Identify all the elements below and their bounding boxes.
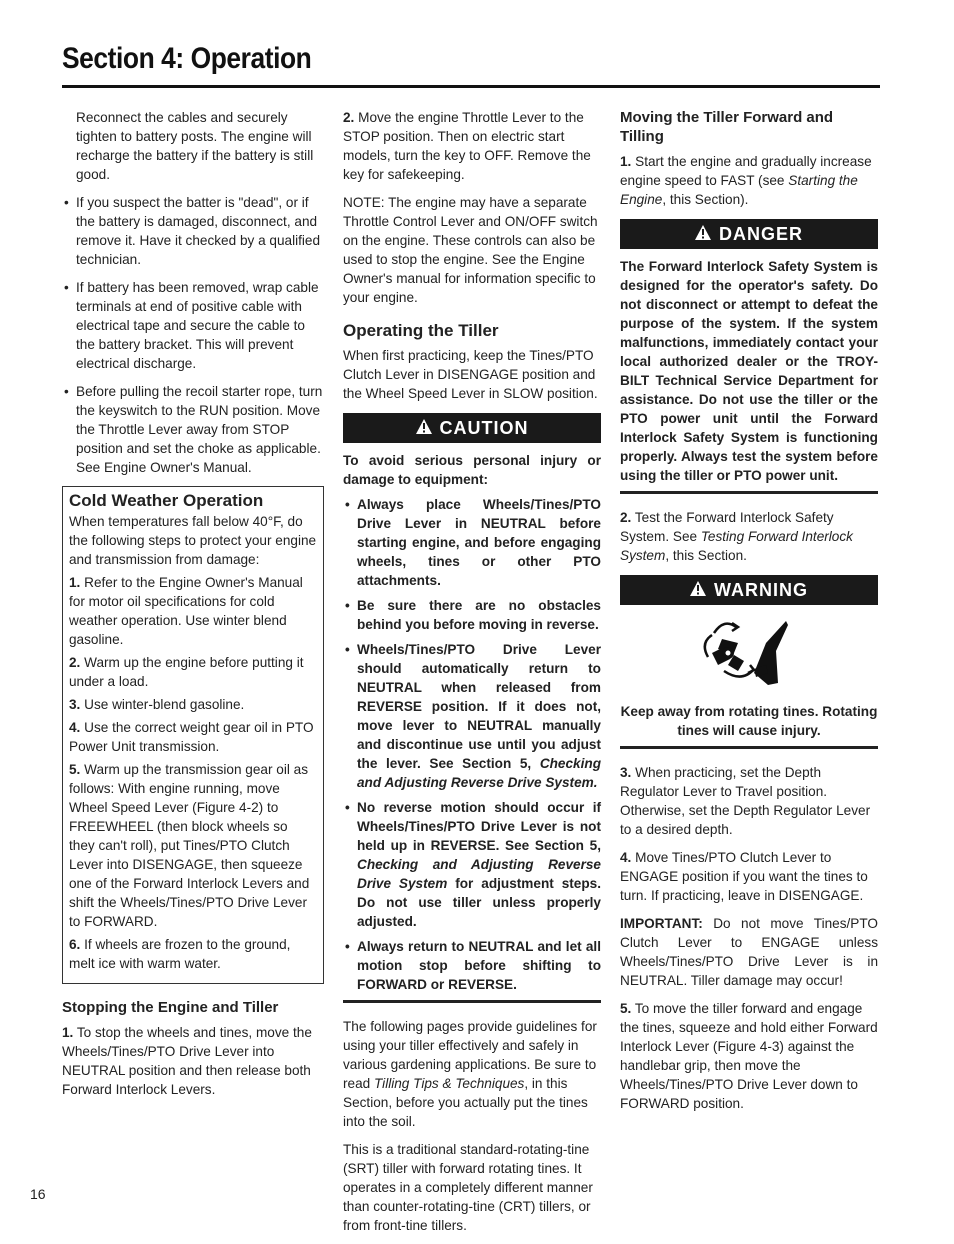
caution-label: CAUTION [439, 418, 529, 438]
step-number: 5. [620, 1001, 632, 1016]
step-text: If wheels are frozen to the ground, melt ice with warm water. [69, 937, 291, 971]
operating-text: When first practicing, keep the Tines/PTO Clutch Lever in DISENGAGE position and the Wheel Speed Lever in SLOW position. [343, 348, 598, 401]
moving-step [620, 999, 878, 1113]
cold-weather-box [62, 486, 324, 984]
step-text: Use the correct weight gear oil in PTO Power Unit transmission. [69, 720, 314, 754]
guidelines-text: The following pages provide guidelines for using your tiller effectively and safely in various gardening applications. Be sure to read [343, 1019, 597, 1091]
warning-triangle-icon [416, 413, 432, 443]
important-label: IMPORTANT: [620, 916, 703, 931]
cold-weather-title: Cold Weather Operation [69, 491, 264, 510]
caution-bullet: • Always return to NEUTRAL and let all motion stop before shifting to FORWARD or REVERSE. [343, 937, 601, 994]
moving-step [620, 152, 878, 209]
caution-banner [343, 413, 601, 443]
tilling-tips-reference: Tilling Tips & Techniques [373, 1076, 525, 1091]
moving-step [620, 508, 878, 565]
srt-paragraph: This is a traditional standard-rotating-tine (SRT) tiller with forward rotating tines. It operates in a completely different manner than counter-rotating-tine (CRT) tillers, or from front-tine tillers. [343, 1142, 593, 1233]
caution-bullet: • Always place Wheels/Tines/PTO Drive Lever in NEUTRAL before starting engine, and before engaging wheels, tines or other PTO attachments. [343, 495, 601, 590]
warning-triangle-icon [690, 575, 706, 605]
caution-bottom-rule [343, 1000, 601, 1003]
caution-notice [343, 451, 601, 994]
moving-step [620, 848, 878, 905]
step-number: 1. [620, 154, 632, 169]
step-number: 1. [62, 1025, 74, 1040]
important-note [620, 914, 878, 990]
cold-step [69, 573, 317, 649]
column-1 [62, 108, 324, 1108]
starting-engine-reference: Starting the Engine [620, 173, 858, 207]
step-text: Use winter-blend gasoline. [84, 697, 245, 712]
warning-label: WARNING [714, 580, 808, 600]
interlock-test-reference: Testing Forward Interlock System [620, 529, 853, 563]
warning-bottom-rule [620, 746, 878, 749]
caution-bullet [343, 798, 601, 931]
stopping-heading: Stopping the Engine and Tiller [62, 999, 279, 1016]
caution-bullet [343, 640, 601, 792]
step-text: , this Section. [665, 548, 747, 563]
battery-intro: Reconnect the cables and securely tighten to battery posts. The engine will recharge the battery if the battery is still good. [76, 110, 314, 182]
step-number: 4. [620, 850, 632, 865]
warning-text: Keep away from rotating tines. Rotating tines will cause injury. [620, 704, 878, 738]
step-number: 3. [620, 765, 632, 780]
stopping-step [62, 1023, 324, 1099]
step-number: 2. [620, 510, 632, 525]
danger-banner [620, 219, 878, 249]
cold-weather-intro: When temperatures fall below 40°F, do the following steps to protect your engine and transmission from damage: [69, 514, 317, 567]
danger-label: DANGER [718, 224, 803, 244]
bullet-item: • If battery has been removed, wrap cable terminals at end of positive cable with electrical tape and secure the cable to the battery bracket. This will prevent electrical discharge. [62, 278, 324, 373]
cold-step [69, 718, 317, 756]
cold-step [69, 760, 317, 931]
danger-bottom-rule [620, 491, 878, 494]
caution-intro: To avoid serious personal injury or damage to equipment: [343, 453, 601, 487]
caution-text: No reverse motion should occur if Wheels/Tines/PTO Drive Lever is not held up in REVERSE. See Section 5, [357, 800, 601, 853]
column-3 [620, 108, 878, 1122]
warning-banner [620, 575, 878, 605]
step-text: Warm up the transmission gear oil as follows: With engine running, move Wheel Speed Lever (Figure 4-2) to FREEWHEEL (then block wheels so they can't roll), put Tines/PTO Clutch Lever into DISENGAGE, then squeeze one of the Forward Interlock Levers and shift the Wheels/Tines/PTO Drive Lever to FORWARD. [69, 762, 310, 929]
warning-triangle-icon [695, 219, 711, 249]
step-text: Move Tines/PTO Clutch Lever to ENGAGE position if you want the tines to turn. If practicing, leave in DISENGAGE. [620, 850, 868, 903]
guidelines-paragraph [343, 1017, 601, 1131]
step-text: , this Section). [662, 192, 749, 207]
step-number: 2. [69, 655, 81, 670]
title-rule [62, 85, 880, 88]
moving-heading: Moving the Tiller Forward and Tilling [620, 109, 834, 145]
caution-text: for adjustment steps. Do not use tiller unless properly adjusted. [357, 876, 601, 929]
danger-text: The Forward Interlock Safety System is designed for the operator's safety. Do not disconnect or attempt to defeat the purpose of the system. If the system malfunctions, immediately contact your local authorized dealer or the TROY-BILT Technical Service Department for assistance. Do not use the tiller or the PTO power unit until the Forward Interlock Safety System is functioning properly. Always test the system before using the tiller or PTO power unit. [620, 259, 878, 483]
cold-step [69, 935, 317, 973]
bullet-item: • If you suspect the batter is "dead", or if the battery is damaged, disconnect, and remove it. Have it checked by a qualified technician. [62, 193, 324, 269]
guidelines-text: , in this Section, before you actually put the tines into the soil. [343, 1076, 588, 1129]
section-title: Section 4: Operation [62, 42, 312, 75]
step-text: Warm up the engine before putting it under a load. [69, 655, 304, 689]
step-number: 3. [69, 697, 81, 712]
step-number: 1. [69, 575, 81, 590]
step-text: When practicing, set the Depth Regulator Lever to Travel position. Otherwise, set the Depth Regulator Lever to a desired depth. [620, 765, 871, 837]
warning-notice [620, 702, 878, 740]
step-number: 2. [343, 110, 355, 125]
caution-text: Wheels/Tines/PTO Drive Lever should automatically return to NEUTRAL when released from REVERSE position. If it does not, move lever to NEUTRAL manually and discontinue use until you adjust the lever. See Section 5, [357, 642, 601, 771]
column-2 [343, 108, 601, 1244]
step-number: 5. [69, 762, 81, 777]
rotating-tines-icon [620, 613, 878, 698]
step-text: Start the engine and gradually increase engine speed to FAST (see [620, 154, 872, 188]
step-text: Test the Forward Interlock Safety System. See [620, 510, 834, 544]
step-number: 6. [69, 937, 81, 952]
section-reference: Checking and Adjusting Reverse Drive System. [357, 756, 601, 790]
danger-notice [620, 257, 878, 485]
moving-step [620, 763, 878, 839]
operating-heading: Operating the Tiller [343, 321, 499, 340]
step-text: To move the tiller forward and engage the tines, squeeze and hold either Forward Interlock Lever (Figure 4-3) against the handlebar grip, then move the Wheels/Tines/PTO Drive Lever down to FORWARD position. [620, 1001, 878, 1111]
section-reference: Checking and Adjusting Reverse Drive System [357, 857, 601, 891]
step-text: Move the engine Throttle Lever to the STOP position. Then on electric start models, turn the key to OFF. Remove the key for safekeeping. [343, 110, 591, 182]
engine-note: NOTE: The engine may have a separate Throttle Control Lever and ON/OFF switch on the engine. These controls can also be used to stop the engine. See the Engine Owner's manual for information specific to your engine. [343, 195, 598, 305]
cold-step [69, 653, 317, 691]
important-text: Do not move Tines/PTO Clutch Lever to ENGAGE unless Wheels/Tines/PTO Drive Lever is in NEUTRAL. Tiller damage may occur! [620, 916, 878, 988]
caution-bullet: • Be sure there are no obstacles behind you before moving in reverse. [343, 596, 601, 634]
step-text: Refer to the Engine Owner's Manual for motor oil specifications for cold weather operation. Use winter blend gasoline. [69, 575, 303, 647]
stopping-step-2 [343, 108, 601, 184]
step-number: 4. [69, 720, 81, 735]
step-text: To stop the wheels and tines, move the Wheels/Tines/PTO Drive Lever into NEUTRAL position and then release both Forward Interlock Levers. [62, 1025, 312, 1097]
bullet-item: • Before pulling the recoil starter rope, turn the keyswitch to the RUN position. Move the Throttle Lever away from STOP position and set the choke as applicable. See Engine Owner's Manual. [62, 382, 324, 477]
cold-step [69, 695, 317, 714]
page-number: 16 [30, 1186, 46, 1202]
